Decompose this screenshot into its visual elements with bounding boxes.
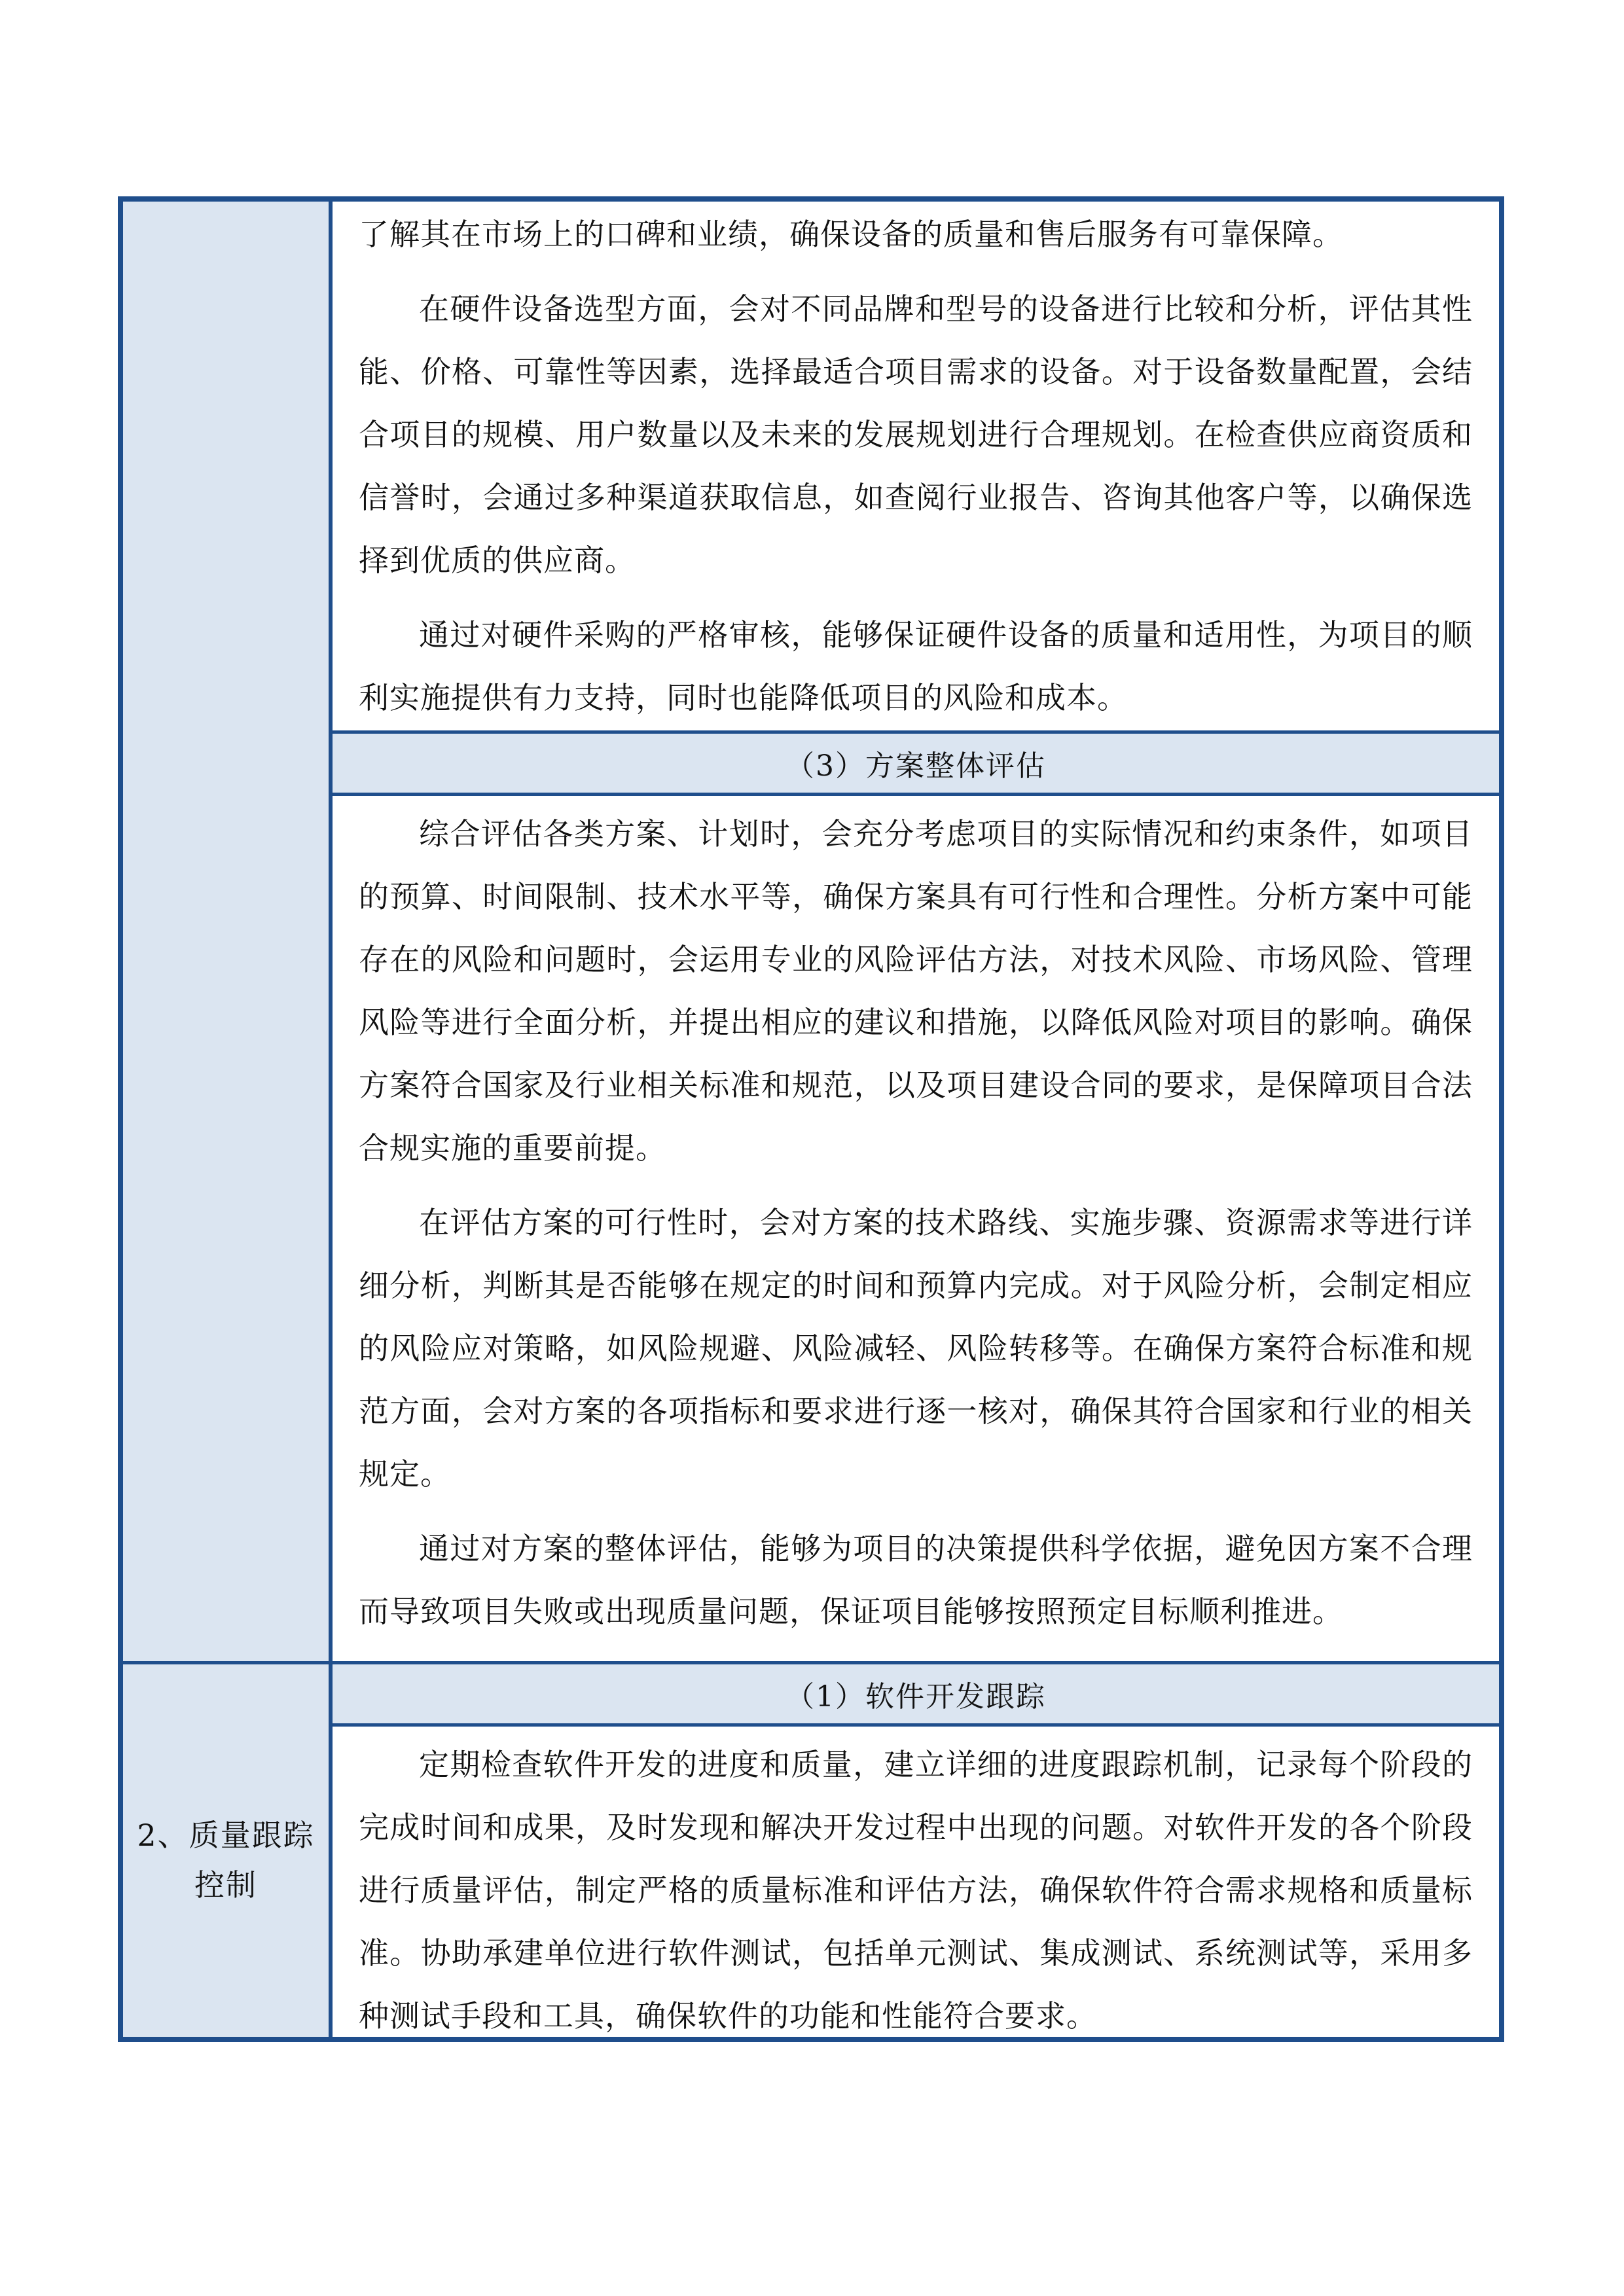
section-header-overall-evaluation: （3）方案整体评估 xyxy=(333,734,1499,793)
paragraph: 通过对硬件采购的严格审核，能够保证硬件设备的质量和适用性，为项目的顺利实施提供有力支持，同时也能降低项目的风险和成本。 xyxy=(359,617,1473,715)
paragraph: 通过对方案的整体评估，能够为项目的决策提供科学依据，避免因方案不合理而导致项目失败或出现质量问题，保证项目能够按照预定目标顺利推进。 xyxy=(359,1531,1473,1629)
paragraph: 了解其在市场上的口碑和业绩，确保设备的质量和售后服务有可靠保障。 xyxy=(359,217,1343,252)
overall-evaluation-text xyxy=(359,802,1473,1655)
section-header-software-tracking: （1）软件开发跟踪 xyxy=(333,1664,1499,1723)
left-label-column xyxy=(123,202,329,2037)
paragraph: 在评估方案的可行性时，会对方案的技术路线、实施步骤、资源需求等进行详细分析，判断其是否能够在规定的时间和预算内完成。对于风险分析，会制定相应的风险应对策略，如风险规避、风险减轻、风险转移等。在确保方案符合标准和规范方面，会对方案的各项指标和要求进行逐一核对，确保其符合国家和行业的相关规定。 xyxy=(359,1205,1473,1492)
row-label-quality-tracking: 2、质量跟踪控制 xyxy=(137,1818,315,1903)
software-tracking-text xyxy=(359,1733,1473,2059)
column-divider xyxy=(329,202,333,2037)
paragraph: 综合评估各类方案、计划时，会充分考虑项目的实际情况和约束条件，如项目的预算、时间限制、技术水平等，确保方案具有可行性和合理性。分析方案中可能存在的风险和问题时，会运用专业的风险评估方法，对技术风险、市场风险、管理风险等进行全面分析，并提出相应的建议和措施，以降低风险对项目的影响。确保方案符合国家及行业相关标准和规范，以及项目建设合同的要求，是保障项目合法合规实施的重要前提。 xyxy=(359,816,1473,1166)
row-divider xyxy=(333,793,1499,796)
content-table xyxy=(118,196,1504,2042)
paragraph: 定期检查软件开发的进度和质量，建立详细的进度跟踪机制，记录每个阶段的完成时间和成果，及时发现和解决开发过程中出现的问题。对软件开发的各个阶段进行质量评估，制定严格的质量标准和评估方法，确保软件符合需求规格和质量标准。协助承建单位进行软件测试，包括单元测试、集成测试、系统测试等，采用多种测试手段和工具，确保软件的功能和性能符合要求。 xyxy=(359,1747,1473,2034)
row-divider xyxy=(333,1723,1499,1727)
continuation-text xyxy=(359,203,1473,741)
paragraph: 在硬件设备选型方面，会对不同品牌和型号的设备进行比较和分析，评估其性能、价格、可靠性等因素，选择最适合项目需求的设备。对于设备数量配置，会结合项目的规模、用户数量以及未来的发展规划进行合理规划。在检查供应商资质和信誉时，会通过多种渠道获取信息，如查阅行业报告、咨询其他客户等，以确保选择到优质的供应商。 xyxy=(359,291,1473,578)
